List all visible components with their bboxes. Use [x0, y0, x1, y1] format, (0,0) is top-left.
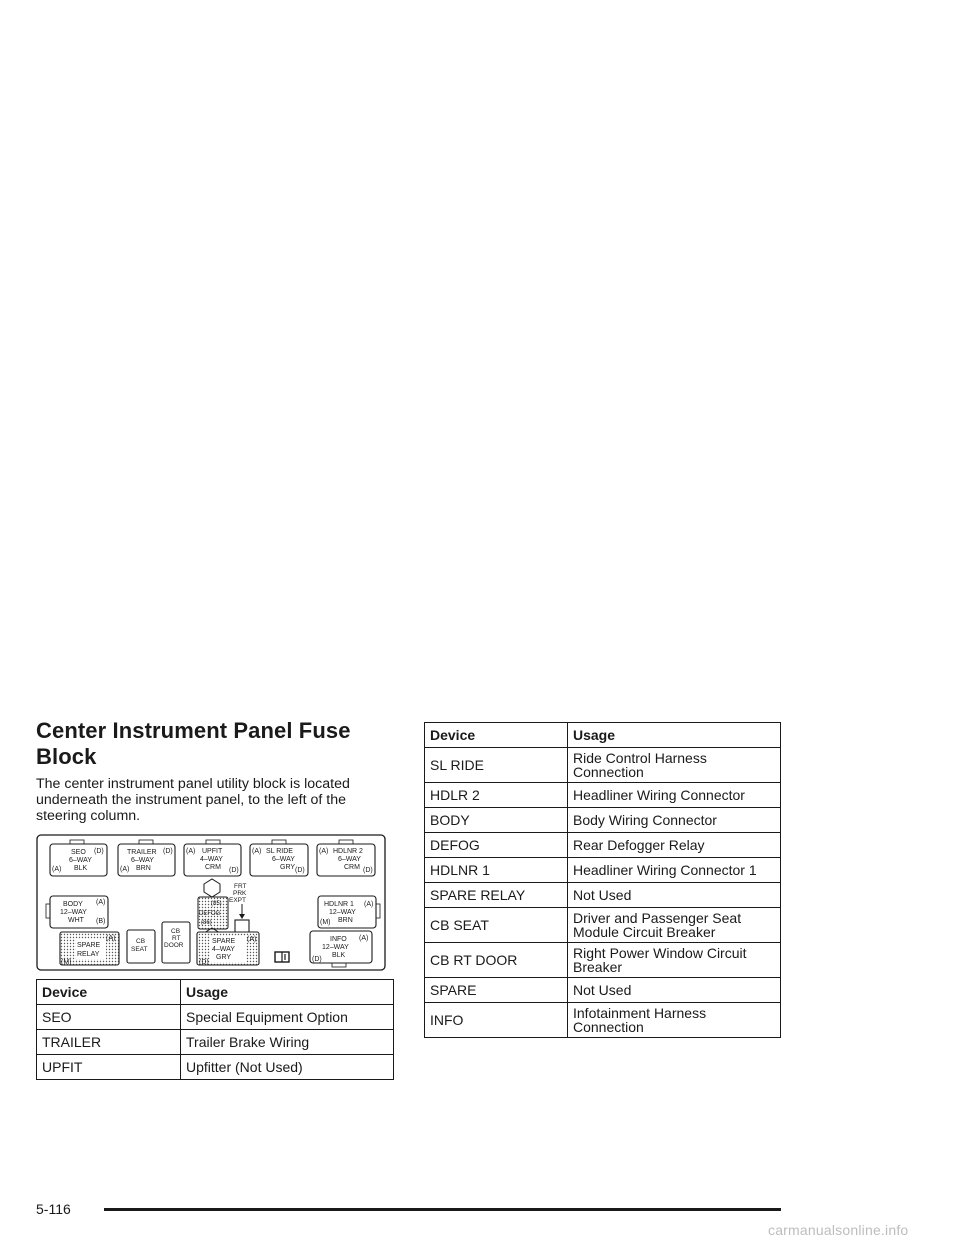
svg-text:RT: RT — [172, 935, 181, 942]
usage-cell: Special Equipment Option — [181, 1005, 394, 1030]
connector-hdlnr2 — [317, 840, 375, 876]
fuse-block-diagram — [36, 834, 386, 971]
svg-text:TRAILER: TRAILER — [127, 849, 157, 856]
intro-paragraph: The center instrument panel utility block is located underneath the instrument panel, to the left of the steering column. — [36, 776, 350, 824]
svg-text:(A): (A) — [364, 901, 374, 908]
svg-text:EXPT: EXPT — [229, 897, 246, 904]
svg-text:(D): (D) — [363, 867, 373, 874]
table-row — [425, 833, 781, 858]
svg-text:6–WAY: 6–WAY — [69, 857, 92, 864]
table-row — [425, 908, 781, 943]
usage-cell: Driver and Passenger Seat Module Circuit Breaker — [568, 908, 781, 943]
connector-spare — [197, 932, 259, 966]
svg-text:(M): (M) — [61, 959, 72, 966]
device-cell: UPFIT — [37, 1055, 181, 1080]
svg-text:(D): (D) — [295, 867, 305, 874]
svg-text:(A): (A) — [319, 848, 329, 855]
device-cell: HDLR 2 — [425, 783, 568, 808]
svg-text:(A): (A) — [106, 935, 116, 942]
device-cell: BODY — [425, 808, 568, 833]
table-row — [37, 1030, 394, 1055]
usage-cell: Headliner Wiring Connector 1 — [568, 858, 781, 883]
table-row — [425, 943, 781, 978]
connector-body — [46, 896, 108, 928]
device-cell: SPARE — [425, 978, 568, 1003]
table-row — [425, 748, 781, 783]
usage-cell: Not Used — [568, 978, 781, 1003]
table-row — [425, 883, 781, 908]
usage-cell: Trailer Brake Wiring — [181, 1030, 394, 1055]
svg-text:DOOR: DOOR — [164, 942, 184, 949]
svg-text:UPFIT: UPFIT — [202, 848, 223, 855]
table-row — [425, 978, 781, 1003]
svg-text:CB: CB — [136, 938, 146, 945]
device-cell: CB RT DOOR — [425, 943, 568, 978]
table-row — [425, 858, 781, 883]
usage-cell: Right Power Window Circuit Breaker — [568, 943, 781, 978]
device-cell: INFO — [425, 1003, 568, 1038]
table-row — [37, 1055, 394, 1080]
svg-text:RELAY: RELAY — [77, 951, 100, 958]
table-row — [425, 1003, 781, 1038]
table-header-row — [37, 980, 394, 1005]
watermark[interactable]: carmanualsonline.info — [768, 1222, 909, 1238]
svg-text:HDLNR 1: HDLNR 1 — [324, 901, 354, 908]
svg-text:6–WAY: 6–WAY — [131, 857, 154, 864]
svg-text:12–WAY: 12–WAY — [60, 909, 87, 916]
device-cell: SL RIDE — [425, 748, 568, 783]
footer-rule — [104, 1208, 781, 1211]
usage-cell: Infotainment Harness Connection — [568, 1003, 781, 1038]
svg-text:INFO: INFO — [330, 936, 347, 943]
table-row — [37, 1005, 394, 1030]
connector-info — [310, 931, 372, 967]
svg-text:4–WAY: 4–WAY — [200, 856, 223, 863]
section-title: Center Instrument Panel Fuse Block — [36, 718, 351, 769]
svg-text:6–WAY: 6–WAY — [338, 856, 361, 863]
right-column — [424, 722, 781, 1038]
svg-text:(D): (D) — [312, 956, 322, 963]
svg-text:BLK: BLK — [332, 952, 346, 959]
svg-text:(B): (B) — [96, 918, 106, 925]
svg-text:(D): (D) — [163, 848, 173, 855]
svg-text:SPARE: SPARE — [77, 942, 101, 949]
svg-text:(A): (A) — [252, 848, 262, 855]
connector-seo — [50, 840, 107, 876]
connector-upfit — [184, 840, 241, 876]
frt-prk-expt — [229, 883, 249, 934]
svg-text:HDLNR 2: HDLNR 2 — [333, 848, 363, 855]
svg-text:(D): (D) — [94, 848, 104, 855]
connector-hdlnr1 — [318, 896, 380, 928]
connector-sl-ride — [250, 840, 308, 876]
device-cell: DEFOG — [425, 833, 568, 858]
table-row — [425, 783, 781, 808]
svg-text:SEAT: SEAT — [131, 946, 148, 953]
svg-text:(A): (A) — [359, 935, 369, 942]
table-row — [425, 808, 781, 833]
table-header-device: Device — [425, 723, 568, 748]
svg-text:(A): (A) — [120, 866, 130, 873]
device-cell: TRAILER — [37, 1030, 181, 1055]
svg-text:GRY: GRY — [280, 864, 296, 871]
usage-cell: Ride Control Harness Connection — [568, 748, 781, 783]
table-header-row — [425, 723, 781, 748]
svg-text:SPARE: SPARE — [212, 938, 236, 945]
table-header-device: Device — [37, 980, 181, 1005]
device-cell: HDLNR 1 — [425, 858, 568, 883]
connector-trailer — [118, 840, 175, 876]
relay-spare — [60, 932, 119, 966]
left-column — [36, 718, 396, 1080]
table-header-usage: Usage — [568, 723, 781, 748]
usage-cell: Body Wiring Connector — [568, 808, 781, 833]
svg-text:FRT: FRT — [234, 883, 247, 890]
svg-text:(M): (M) — [320, 919, 331, 926]
usage-cell: Not Used — [568, 883, 781, 908]
svg-text:(D): (D) — [229, 867, 239, 874]
fuse-table-right — [424, 722, 781, 1038]
usage-cell: Upfitter (Not Used) — [181, 1055, 394, 1080]
device-cell: SEO — [37, 1005, 181, 1030]
page-number: 5-116 — [36, 1201, 71, 1217]
svg-text:12–WAY: 12–WAY — [329, 909, 356, 916]
device-cell: CB SEAT — [425, 908, 568, 943]
svg-text:CRM: CRM — [205, 864, 221, 871]
svg-text:(85): (85) — [211, 901, 222, 907]
svg-text:(A): (A) — [186, 848, 196, 855]
device-cell: SPARE RELAY — [425, 883, 568, 908]
table-header-usage: Usage — [181, 980, 394, 1005]
svg-text:CRM: CRM — [344, 864, 360, 871]
svg-text:DEFOG: DEFOG — [199, 911, 221, 917]
svg-text:BRN: BRN — [136, 865, 151, 872]
svg-text:12–WAY: 12–WAY — [322, 944, 349, 951]
svg-text:(A): (A) — [247, 936, 257, 943]
svg-text:4–WAY: 4–WAY — [212, 946, 235, 953]
svg-text:BRN: BRN — [338, 917, 353, 924]
svg-text:BODY: BODY — [63, 901, 83, 908]
breaker-cb-seat — [127, 930, 155, 963]
svg-text:GRY: GRY — [216, 954, 232, 961]
svg-text:CB: CB — [171, 928, 181, 935]
svg-text:SL RIDE: SL RIDE — [266, 848, 293, 855]
svg-text:PRK: PRK — [233, 890, 247, 897]
svg-text:BLK: BLK — [74, 865, 88, 872]
svg-text:(86): (86) — [201, 920, 212, 926]
breaker-cb-rt-door — [162, 922, 190, 963]
usage-cell: Headliner Wiring Connector — [568, 783, 781, 808]
usage-cell: Rear Defogger Relay — [568, 833, 781, 858]
svg-text:(A): (A) — [96, 899, 106, 906]
fuse-table-left — [36, 979, 394, 1080]
svg-text:6–WAY: 6–WAY — [272, 856, 295, 863]
svg-text:SEO: SEO — [71, 849, 86, 856]
svg-text:WHT: WHT — [68, 917, 84, 924]
book-icon — [275, 952, 289, 962]
svg-text:(A): (A) — [52, 866, 62, 873]
svg-text:(D): (D) — [199, 959, 209, 966]
